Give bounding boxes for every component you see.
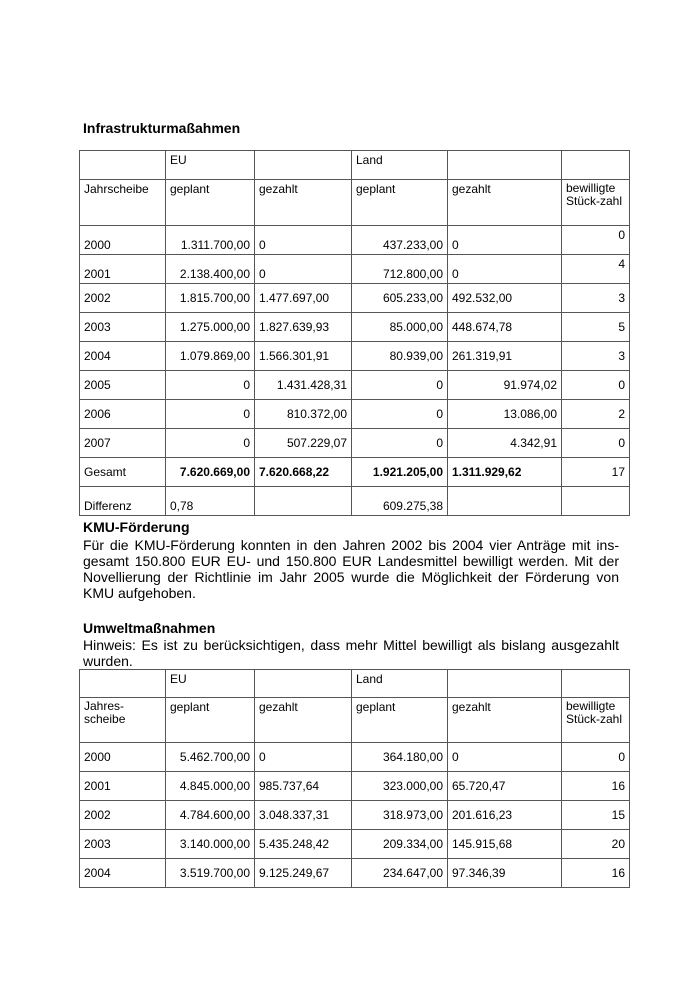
table-row-cell: 209.334,00 (352, 830, 448, 859)
table-row-cell: 0 (448, 226, 562, 255)
table-row-cell: 0 (255, 255, 352, 284)
header-row-cell: EU (166, 151, 255, 180)
table-row-cell: 65.720,47 (448, 772, 562, 801)
diff-row-cell (562, 487, 630, 516)
total-row (80, 458, 630, 487)
total-row-cell: 1.311.929,62 (448, 458, 562, 487)
table-row-cell: 2004 (80, 859, 166, 888)
table-row-cell: 4.784.600,00 (166, 801, 255, 830)
table-row-cell: 0 (352, 429, 448, 458)
table-row-cell: 85.000,00 (352, 313, 448, 342)
header-row-cell: Land (352, 151, 448, 180)
table-row-cell: 3.048.337,31 (255, 801, 352, 830)
table-row (80, 830, 630, 859)
diff-row-cell: Differenz (80, 487, 166, 516)
table-row (80, 284, 630, 313)
header-row-cell: geplant (352, 698, 448, 743)
table-row-cell: 0 (352, 371, 448, 400)
table-row (80, 772, 630, 801)
header-row-cell: geplant (166, 698, 255, 743)
infra-table (79, 150, 630, 516)
header-row-cell: geplant (166, 180, 255, 226)
table-row-cell: 1.079.869,00 (166, 342, 255, 371)
table-row-cell: 91.974,02 (448, 371, 562, 400)
header-row-cell: Land (352, 670, 448, 698)
diff-row (80, 487, 630, 516)
table-row-cell: 2001 (80, 772, 166, 801)
table-row-cell: 0 (562, 743, 630, 772)
table-row-cell: 201.616,23 (448, 801, 562, 830)
table-row-cell: 2003 (80, 830, 166, 859)
infra-heading: Infrastrukturmaßahmen (83, 120, 241, 136)
table-row-cell: 0 (166, 429, 255, 458)
total-row-cell: 1.921.205,00 (352, 458, 448, 487)
table-row-cell: 2002 (80, 801, 166, 830)
umwelt-table (79, 669, 630, 888)
header-row-cell (80, 670, 166, 698)
table-row-cell: 985.737,64 (255, 772, 352, 801)
header-row (80, 180, 630, 226)
table-row-cell: 0 (352, 400, 448, 429)
table-row-cell: 1.477.697,00 (255, 284, 352, 313)
table-row-cell: 3.519.700,00 (166, 859, 255, 888)
table-row-cell: 13.086,00 (448, 400, 562, 429)
table-row-cell: 5 (562, 313, 630, 342)
table-row-cell: 448.674,78 (448, 313, 562, 342)
table-row (80, 801, 630, 830)
table-row-cell: 3 (562, 284, 630, 313)
table-row-cell: 1.275.000,00 (166, 313, 255, 342)
header-row-cell (448, 151, 562, 180)
table-row (80, 342, 630, 371)
total-row-cell: 7.620.668,22 (255, 458, 352, 487)
table-row-cell: 0 (448, 255, 562, 284)
diff-row-cell (448, 487, 562, 516)
umwelt-note: Hinweis: Es ist zu berücksichtigen, dass mehr Mittel bewilligt als bislang ausgezahlt wurden. (83, 637, 619, 669)
total-row-cell: 17 (562, 458, 630, 487)
table-row-cell: 2005 (80, 371, 166, 400)
total-row-cell: 7.620.669,00 (166, 458, 255, 487)
table-row-cell: 9.125.249,67 (255, 859, 352, 888)
table-row-cell: 5.435.248,42 (255, 830, 352, 859)
table-row-cell: 2000 (80, 743, 166, 772)
table-row-cell: 261.319,91 (448, 342, 562, 371)
header-row-cell: bewilligte Stück-zahl (562, 180, 630, 226)
table-row-cell: 15 (562, 801, 630, 830)
table-row-cell: 0 (166, 400, 255, 429)
header-row-cell: geplant (352, 180, 448, 226)
table-row-cell: 2001 (80, 255, 166, 284)
table-row-cell: 97.346,39 (448, 859, 562, 888)
table-row (80, 743, 630, 772)
table-row-cell: 492.532,00 (448, 284, 562, 313)
diff-row-cell: 0,78 (166, 487, 255, 516)
table-row-cell: 507.229,07 (255, 429, 352, 458)
table-row-cell: 2.138.400,00 (166, 255, 255, 284)
table-row (80, 313, 630, 342)
table-row-cell: 2000 (80, 226, 166, 255)
table-row-cell: 437.233,00 (352, 226, 448, 255)
table-row-cell: 2007 (80, 429, 166, 458)
table-row-cell: 810.372,00 (255, 400, 352, 429)
kmu-text: Für die KMU-Förderung konnten in den Jahren 2002 bis 2004 vier Anträge mit ins-gesamt 150.800 EUR EU- und 150.800 EUR Landesmittel bewilligt werden. Mit der Novellierung der Richtlinie im Jahr 2005 wurde die Möglichkeit der Förderung von KMU aufgehoben. (83, 537, 619, 601)
table-row-cell: 323.000,00 (352, 772, 448, 801)
table-row-cell: 20 (562, 830, 630, 859)
table-row (80, 255, 630, 284)
table-row-cell: 1.827.639,93 (255, 313, 352, 342)
header-row-cell: gezahlt (255, 180, 352, 226)
table-row-cell: 0 (562, 371, 630, 400)
table-row-cell: 1.431.428,31 (255, 371, 352, 400)
table-row-cell: 0 (255, 226, 352, 255)
table-row-cell: 0 (166, 371, 255, 400)
diff-row-cell: 609.275,38 (352, 487, 448, 516)
table-row-cell: 0 (562, 429, 630, 458)
header-row-cell (562, 670, 630, 698)
table-row-cell: 16 (562, 859, 630, 888)
table-row-cell: 1.566.301,91 (255, 342, 352, 371)
table-row (80, 400, 630, 429)
header-row-cell (80, 151, 166, 180)
table-row-cell: 0 (255, 743, 352, 772)
header-row-cell: gezahlt (255, 698, 352, 743)
table-row-cell: 1.815.700,00 (166, 284, 255, 313)
header-row (80, 151, 630, 180)
table-row-cell: 5.462.700,00 (166, 743, 255, 772)
table-row-cell: 80.939,00 (352, 342, 448, 371)
table-row-cell: 712.800,00 (352, 255, 448, 284)
table-row-cell: 4.342,91 (448, 429, 562, 458)
table-row-cell: 1.311.700,00 (166, 226, 255, 255)
table-row (80, 226, 630, 255)
table-row-cell: 145.915,68 (448, 830, 562, 859)
table-row-cell: 2003 (80, 313, 166, 342)
table-row-cell: 2004 (80, 342, 166, 371)
total-row-cell: Gesamt (80, 458, 166, 487)
table-row-cell: 0 (448, 743, 562, 772)
kmu-heading: KMU-Förderung (83, 519, 190, 535)
table-row-cell: 364.180,00 (352, 743, 448, 772)
table-row-cell: 4 (562, 255, 630, 284)
header-row-cell (255, 151, 352, 180)
table-row-cell: 0 (562, 226, 630, 255)
table-row (80, 429, 630, 458)
table-row (80, 371, 630, 400)
header-row-cell (562, 151, 630, 180)
table-row-cell: 605.233,00 (352, 284, 448, 313)
header-row-cell: Jahrscheibe (80, 180, 166, 226)
umwelt-heading: Umweltmaßnahmen (83, 620, 216, 636)
table-row-cell: 2 (562, 400, 630, 429)
table-row-cell: 16 (562, 772, 630, 801)
header-row-cell (255, 670, 352, 698)
header-row-cell: Jahres-scheibe (80, 698, 166, 743)
header-row-cell: bewilligte Stück-zahl (562, 698, 630, 743)
table-row-cell: 2006 (80, 400, 166, 429)
table-row-cell: 2002 (80, 284, 166, 313)
table-row-cell: 4.845.000,00 (166, 772, 255, 801)
header-row-cell: gezahlt (448, 180, 562, 226)
table-row (80, 859, 630, 888)
header-row-cell (448, 670, 562, 698)
header-row (80, 670, 630, 698)
table-row-cell: 3.140.000,00 (166, 830, 255, 859)
table-row-cell: 3 (562, 342, 630, 371)
table-row-cell: 234.647,00 (352, 859, 448, 888)
table-row-cell: 318.973,00 (352, 801, 448, 830)
header-row-cell: EU (166, 670, 255, 698)
diff-row-cell (255, 487, 352, 516)
header-row (80, 698, 630, 743)
header-row-cell: gezahlt (448, 698, 562, 743)
